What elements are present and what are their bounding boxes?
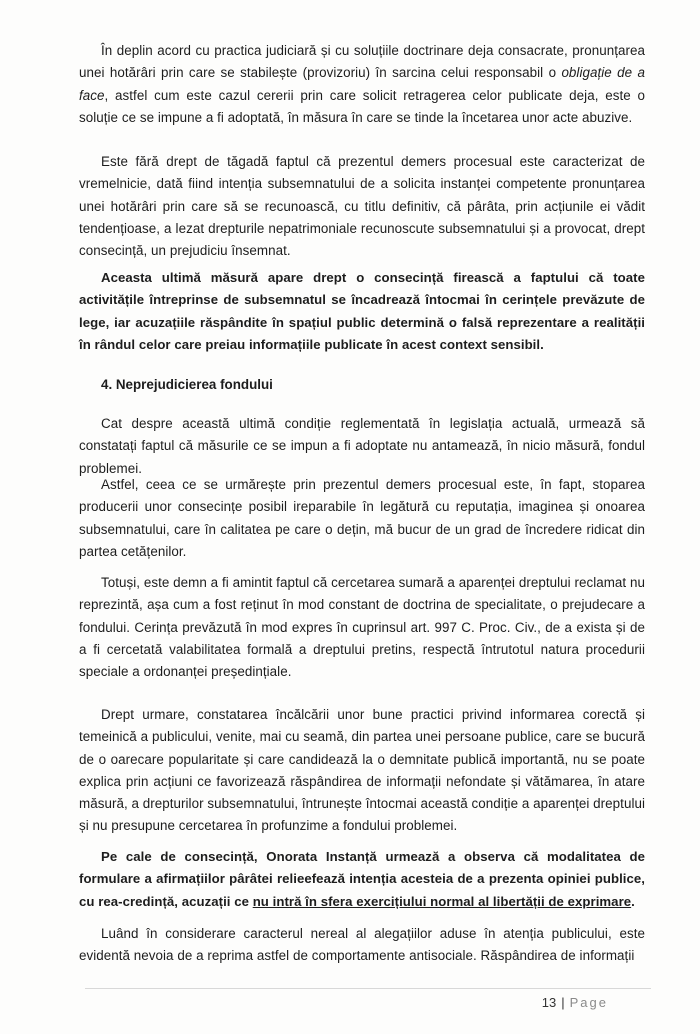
paragraph-8-end: .	[631, 893, 635, 909]
italic-phrase: obligație de a face	[79, 65, 645, 103]
footer-separator: |	[561, 995, 565, 1010]
paragraph-3-bold: Aceasta ultimă măsură apare drept o consecință firească a faptului că toate activitățile întreprinse de subsemnatul se încadrează întocmai în cerințele prevăzute de lege, iar acuzațiile răspândite în spațiul public determină o falsă reprezentare a realității în rândul celor care preiau informațiile publicate în acest context sensibil.	[79, 270, 645, 352]
paragraph-8-lead: Pe cale de consecință, Onorata Instanță urmează a observa că modalitatea de formulare a afirmațiilor pârâtei relieefează intenția acesteia de a prezenta opiniei publice, cu rea-credință, acuzații ce	[79, 849, 645, 909]
paragraph-7: Drept urmare, constatarea încălcării unor bune practici privind informarea corectă și temeinică a publicului, venite, mai cu seamă, din partea unei persoane publice, care se bucură de o oarecare popularitate și care candidează la o demnitate publică importantă, nu se poate explica prin acțiuni ce favorizează răspândirea de informații nefondate și vătămarea, în atare măsură, a drepturilor subsemnatului, întrunește întocmai această condiție a aparenței dreptului și nu presupune cercetarea în profunzime a fondului problemei.	[79, 707, 645, 834]
paragraph-9: Luând în considerare caracterul nereal al alegațiilor aduse în atenția publicului, este evidentă nevoia de a reprima astfel de comportamente antisociale. Răspândirea de informații	[79, 926, 645, 964]
paragraph-2: Este fără drept de tăgadă faptul că prezentul demers procesual este caracterizat de vremelnicie, dată fiind intenția subsemnatului de a solicita instanței competente pronunțarea unei hotărâri prin care să se recunoască, cu titlu definitiv, că pârâta, prin acțiunile ei vădit tendențioase, a lezat drepturile nepatrimoniale recunoscute subsemnatului și a provocat, drept consecință, un prejudiciu însemnat.	[79, 154, 645, 259]
paragraph-6: Totuși, este demn a fi amintit faptul că cercetarea sumară a aparenței dreptului reclamat nu reprezintă, așa cum a fost reținut în mod constant de doctrina de specialitate, o prejudecare a fondului. Cerința prevăzută în mod expres în cuprinsul art. 997 C. Proc. Civ., de a exista și de a fi cercetată valabilitatea formală a dreptului pretins, respectă întrutotul natura procedurii speciale a ordonanței președințiale.	[79, 575, 645, 680]
paragraph-1	[79, 40, 645, 129]
paragraph-5: Astfel, ceea ce se urmărește prin prezentul demers procesual este, în fapt, stoparea producerii unor consecințe posibil ireparabile în legătură cu reputația, imaginea și onoarea subsemnatului, care în calitatea pe care o dețin, mă bucur de un grad de încredere ridicat din partea cetățenilor.	[79, 477, 645, 559]
paragraph-1-text: În deplin acord cu practica judiciară și cu soluțiile doctrinare deja consacrate, pronunțarea unei hotărâri prin care se stabilește (provizoriu) în sarcina celui responsabil o obligație de a face, astfel cum este cazul cererii prin care solicit retragerea celor publicate deja, este o soluție ce se impune a fi adoptată, în măsura în care se tinde la încetarea unor acte abuzive.	[79, 43, 645, 125]
page-label: Page	[569, 995, 608, 1010]
page-number: 13	[541, 995, 557, 1010]
paragraph-8-bold	[79, 846, 645, 913]
section-heading: 4. Neprejudicierea fondului	[101, 377, 273, 392]
paragraph-4: Cat despre această ultimă condiție reglementată în legislația actuală, urmează să constatați faptul că măsurile ce se impun a fi adoptate nu antamează, în nicio măsură, fondul problemei.	[79, 416, 645, 476]
paragraph-8-underlined: nu intră în sfera exercițiului normal al libertății de exprimare	[252, 893, 632, 909]
page-footer	[542, 995, 608, 1010]
footer-divider	[85, 988, 651, 989]
